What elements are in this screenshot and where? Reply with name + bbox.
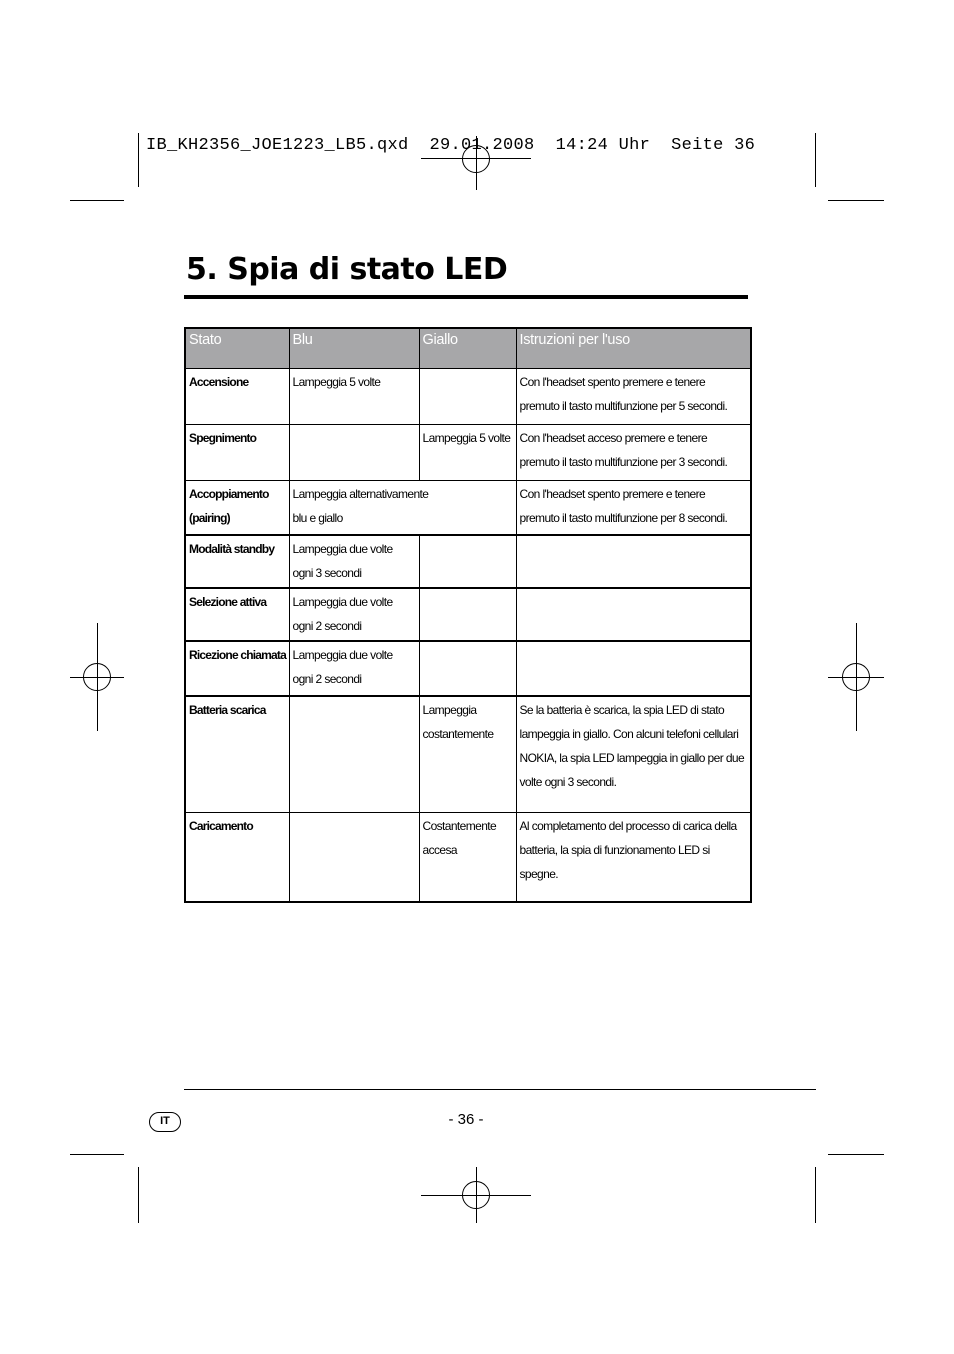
cell-stato: Accoppiamento (pairing) <box>185 480 289 535</box>
cell-stato: Accensione <box>185 368 289 424</box>
cell-giallo: Costantemente accesa <box>419 812 516 902</box>
header-blu: Blu <box>289 328 419 368</box>
cell-giallo <box>419 588 516 641</box>
cell-blu <box>289 696 419 812</box>
language-badge: IT <box>149 1112 181 1132</box>
crop-mark <box>815 133 816 187</box>
table-row <box>185 812 751 902</box>
footer-rule <box>184 1089 816 1090</box>
cell-giallo <box>419 535 516 588</box>
table-header-row <box>185 328 751 368</box>
crop-mark <box>70 200 124 201</box>
table-row <box>185 588 751 641</box>
cell-istruzioni: Con l'headset spento premere e tenere premuto il tasto multifunzione per 5 secondi. <box>516 368 751 424</box>
cell-istruzioni: Al completamento del processo di carica della batteria, la spia di funzionamento LED si spegne. <box>516 812 751 902</box>
cell-blu-giallo <box>289 480 516 535</box>
cell-istruzioni: Se la batteria è scarica, la spia LED di stato lampeggia in giallo. Con alcuni telefoni cellulari NOKIA, la spia LED lampeggia in giallo per due volte ogni 3 secondi. <box>516 696 751 812</box>
cell-istruzioni <box>516 588 751 641</box>
table-row <box>185 696 751 812</box>
registration-mark <box>842 663 870 691</box>
cell-giallo: Lampeggia costantemente <box>419 696 516 812</box>
cell-stato: Spegnimento <box>185 424 289 480</box>
table-row <box>185 368 751 424</box>
cell-giallo <box>419 641 516 696</box>
registration-mark <box>462 1181 490 1209</box>
table-row <box>185 424 751 480</box>
title-underline <box>184 295 748 299</box>
header-giallo: Giallo <box>419 328 516 368</box>
cell-blu-giallo-text: Lampeggia alternativamente blu e giallo <box>292 486 429 525</box>
crop-mark <box>138 1167 139 1223</box>
page-number: - 36 - <box>448 1111 484 1128</box>
cell-stato: Modalità standby <box>185 535 289 588</box>
cell-blu: Lampeggia 5 volte <box>289 368 419 424</box>
crop-mark <box>828 1154 884 1155</box>
cell-stato: Batteria scarica <box>185 696 289 812</box>
page-title: 5. Spia di stato LED <box>186 252 508 287</box>
table-row <box>185 641 751 696</box>
header-istruzioni: Istruzioni per l'uso <box>516 328 751 368</box>
cell-blu: Lampeggia due volte ogni 2 secondi <box>289 588 419 641</box>
cell-blu: Lampeggia due volte ogni 3 secondi <box>289 535 419 588</box>
cell-blu <box>289 424 419 480</box>
cell-giallo: Lampeggia 5 volte <box>419 424 516 480</box>
cell-istruzioni <box>516 535 751 588</box>
crop-mark <box>828 200 884 201</box>
cell-blu: Lampeggia due volte ogni 2 secondi <box>289 641 419 696</box>
table-row <box>185 535 751 588</box>
cell-stato: Caricamento <box>185 812 289 902</box>
print-slug: IB_KH2356_JOE1223_LB5.qxd 29.01.2008 14:24 Uhr Seite 36 <box>146 136 756 155</box>
crop-mark <box>70 1154 124 1155</box>
cell-stato: Ricezione chiamata <box>185 641 289 696</box>
cell-istruzioni: Con l'headset spento premere e tenere premuto il tasto multifunzione per 8 secondi. <box>516 480 751 535</box>
led-status-table <box>184 327 752 903</box>
cell-giallo <box>419 368 516 424</box>
cell-stato: Selezione attiva <box>185 588 289 641</box>
crop-mark <box>815 1167 816 1223</box>
registration-mark <box>83 663 111 691</box>
crop-mark <box>138 133 139 187</box>
table-row <box>185 480 751 535</box>
cell-blu <box>289 812 419 902</box>
cell-istruzioni <box>516 641 751 696</box>
header-stato: Stato <box>185 328 289 368</box>
cell-istruzioni: Con l'headset acceso premere e tenere premuto il tasto multifunzione per 3 secondi. <box>516 424 751 480</box>
